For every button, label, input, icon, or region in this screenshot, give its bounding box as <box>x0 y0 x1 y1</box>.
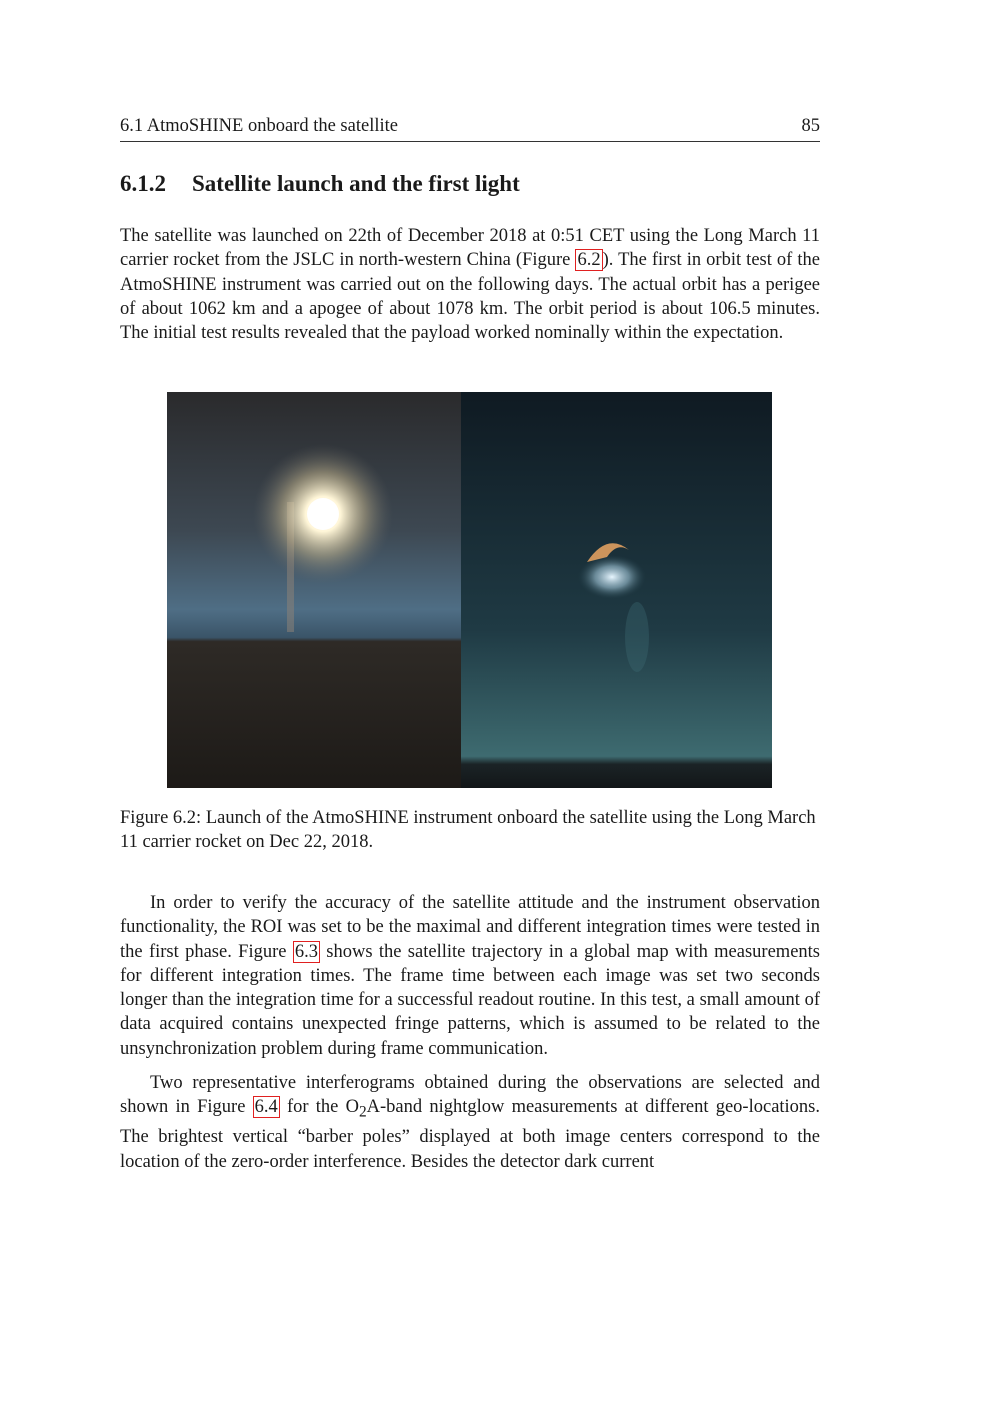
header-section-title: 6.1 AtmoSHINE onboard the satellite <box>120 116 398 136</box>
figure-ref-6-2[interactable]: 6.2 <box>577 250 601 271</box>
section-heading <box>120 171 820 197</box>
figure-caption: Figure 6.2: Launch of the AtmoSHINE instrument onboard the satellite using the Long March 11 carrier rocket on Dec 22, 2018. <box>120 808 816 853</box>
figure-launch-photos <box>167 392 772 788</box>
launch-photos-image <box>167 392 772 788</box>
paragraph-text: The satellite was launched on 22th of December 2018 at 0:51 CET using the Long March 11 carrier rocket from the JSLC in north-western China (Figure <box>120 226 820 271</box>
paragraph-text: for the O <box>279 1097 359 1118</box>
running-header <box>120 114 820 142</box>
figure-ref-6-3[interactable]: 6.3 <box>294 941 318 962</box>
section-number: 6.1.2 <box>120 171 166 196</box>
section-title-text: Satellite launch and the first light <box>192 171 520 196</box>
paragraph-launch <box>120 224 820 345</box>
subscript-2: 2 <box>358 1103 367 1121</box>
paragraph-text: A-band nightglow measurements at different geo-locations. The brightest vertical “barber poles” displayed at both image centers correspond to the location of the zero-order interference. Besides the detector dark current <box>120 1097 821 1172</box>
paragraph-verification <box>120 891 820 1061</box>
page-number: 85 <box>801 116 820 136</box>
paragraph-text: Two representative interferograms obtained during the observations are selected and shown in Figure <box>120 1073 820 1118</box>
rocket-flare-core <box>307 498 339 530</box>
paragraph-text: ). The first in orbit test of the AtmoSHINE instrument was carried out on the following days. The actual orbit has a perigee of about 1062 km and a apogee of about 1078 km. The orbit period is about 106.5 minutes. The initial test results revealed that the payload worked nominally within the expectation. <box>120 250 820 344</box>
figure-ref-6-4[interactable]: 6.4 <box>254 1097 278 1118</box>
paragraph-text: In order to verify the accuracy of the satellite attitude and the instrument observation functionality, the ROI was set to be the maximal and different integration times were tested in the first phase. Figure <box>120 893 820 962</box>
paragraph-text: shows the satellite trajectory in a global map with measurements for different integration times. The frame time between each image was set two seconds longer than the integration time for a successful readout routine. In this test, a small amount of data acquired contains unexpected fringe patterns, which is assumed to be related to the unsynchronization problem during frame communication. <box>120 941 820 1059</box>
paragraph-interferograms <box>120 1071 820 1174</box>
plume-reflection <box>625 602 649 672</box>
